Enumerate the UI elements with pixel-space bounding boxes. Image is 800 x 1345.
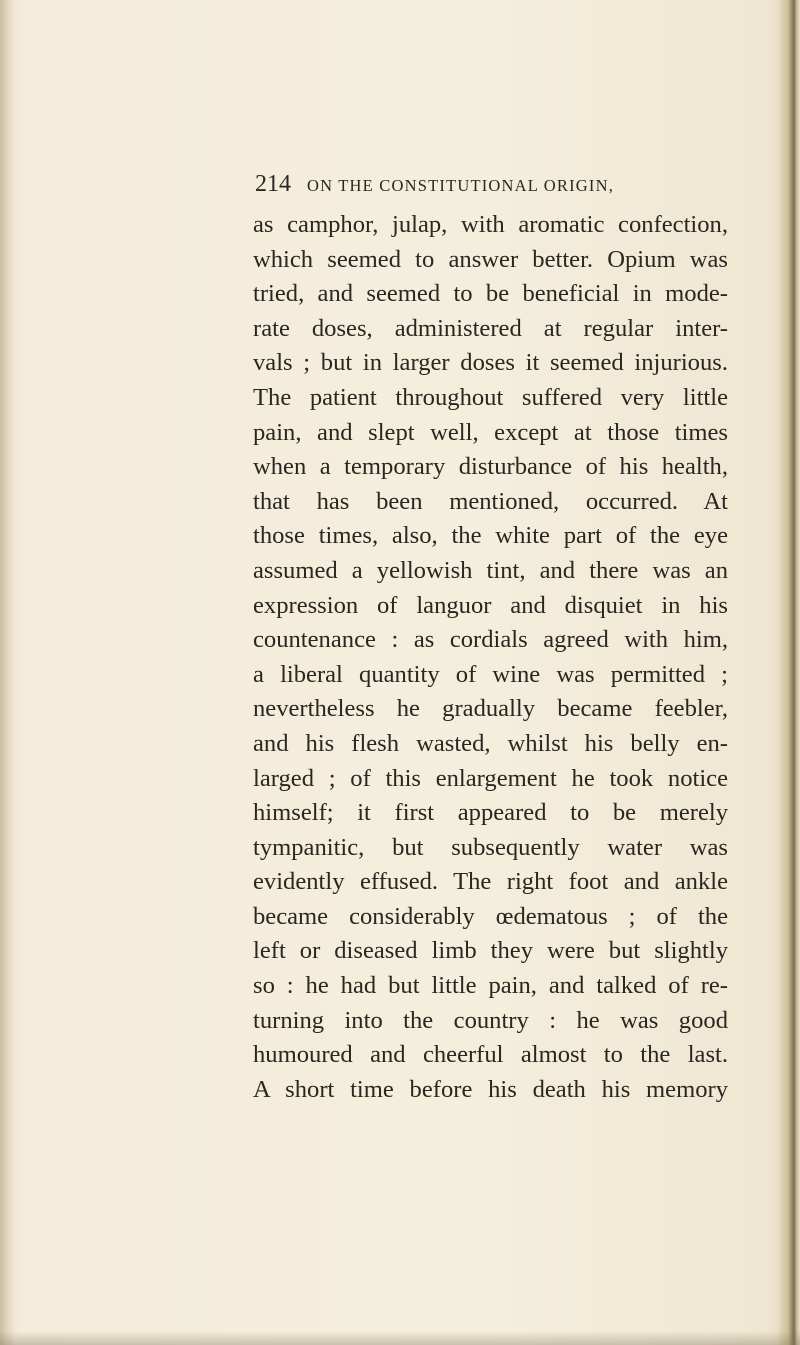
text-line: which seemed to answer better. Opium was [253, 245, 728, 273]
page-right-edge [778, 0, 800, 1345]
text-line: expression of languor and disquiet in his [253, 591, 728, 619]
text-line: The patient throughout suffered very little [253, 383, 728, 411]
text-line: became considerably œdematous ; of the [253, 902, 728, 930]
text-line: so : he had but little pain, and talked of re- [253, 972, 728, 1000]
text-line: turning into the country : he was good [253, 1006, 728, 1034]
text-line: as camphor, julap, with aromatic confection, [253, 211, 728, 238]
text-line: when a temporary disturbance of his health, [253, 453, 728, 481]
text-line: A short time before his death his memory [253, 1075, 728, 1103]
text-line: pain, and slept well, except at those times [253, 418, 728, 446]
text-line: evidently effused. The right foot and ankle [253, 868, 728, 896]
text-line: those times, also, the white part of the eye [253, 522, 728, 550]
text-line: larged ; of this enlargement he took notice [253, 764, 728, 792]
running-head: ON THE CONSTITUTIONAL ORIGIN, [307, 176, 615, 195]
text-line: rate doses, administered at regular inter- [253, 314, 728, 342]
text-line: tympanitic, but subsequently water was [253, 833, 728, 861]
text-line: assumed a yellowish tint, and there was an [253, 556, 728, 584]
page-left-edge [0, 0, 14, 1345]
text-line: vals ; but in larger doses it seemed injurious. [253, 349, 728, 377]
text-line: that has been mentioned, occurred. At [253, 487, 728, 515]
text-line: and his flesh wasted, whilst his belly en- [253, 729, 728, 757]
body-text [253, 208, 728, 1107]
text-line: left or diseased limb they were but slightly [253, 937, 728, 965]
text-line: humoured and cheerful almost to the last. [253, 1041, 728, 1069]
text-line: tried, and seemed to be beneficial in mode- [253, 280, 728, 308]
page-number: 214 [255, 171, 291, 197]
text-line: nevertheless he gradually became feebler, [253, 695, 728, 723]
text-line: a liberal quantity of wine was permitted ; [253, 660, 728, 688]
page-header [255, 171, 614, 198]
text-line: himself; it first appeared to be merely [253, 799, 728, 827]
page-bottom-shadow [0, 1331, 800, 1345]
text-line: countenance : as cordials agreed with him, [253, 626, 728, 654]
